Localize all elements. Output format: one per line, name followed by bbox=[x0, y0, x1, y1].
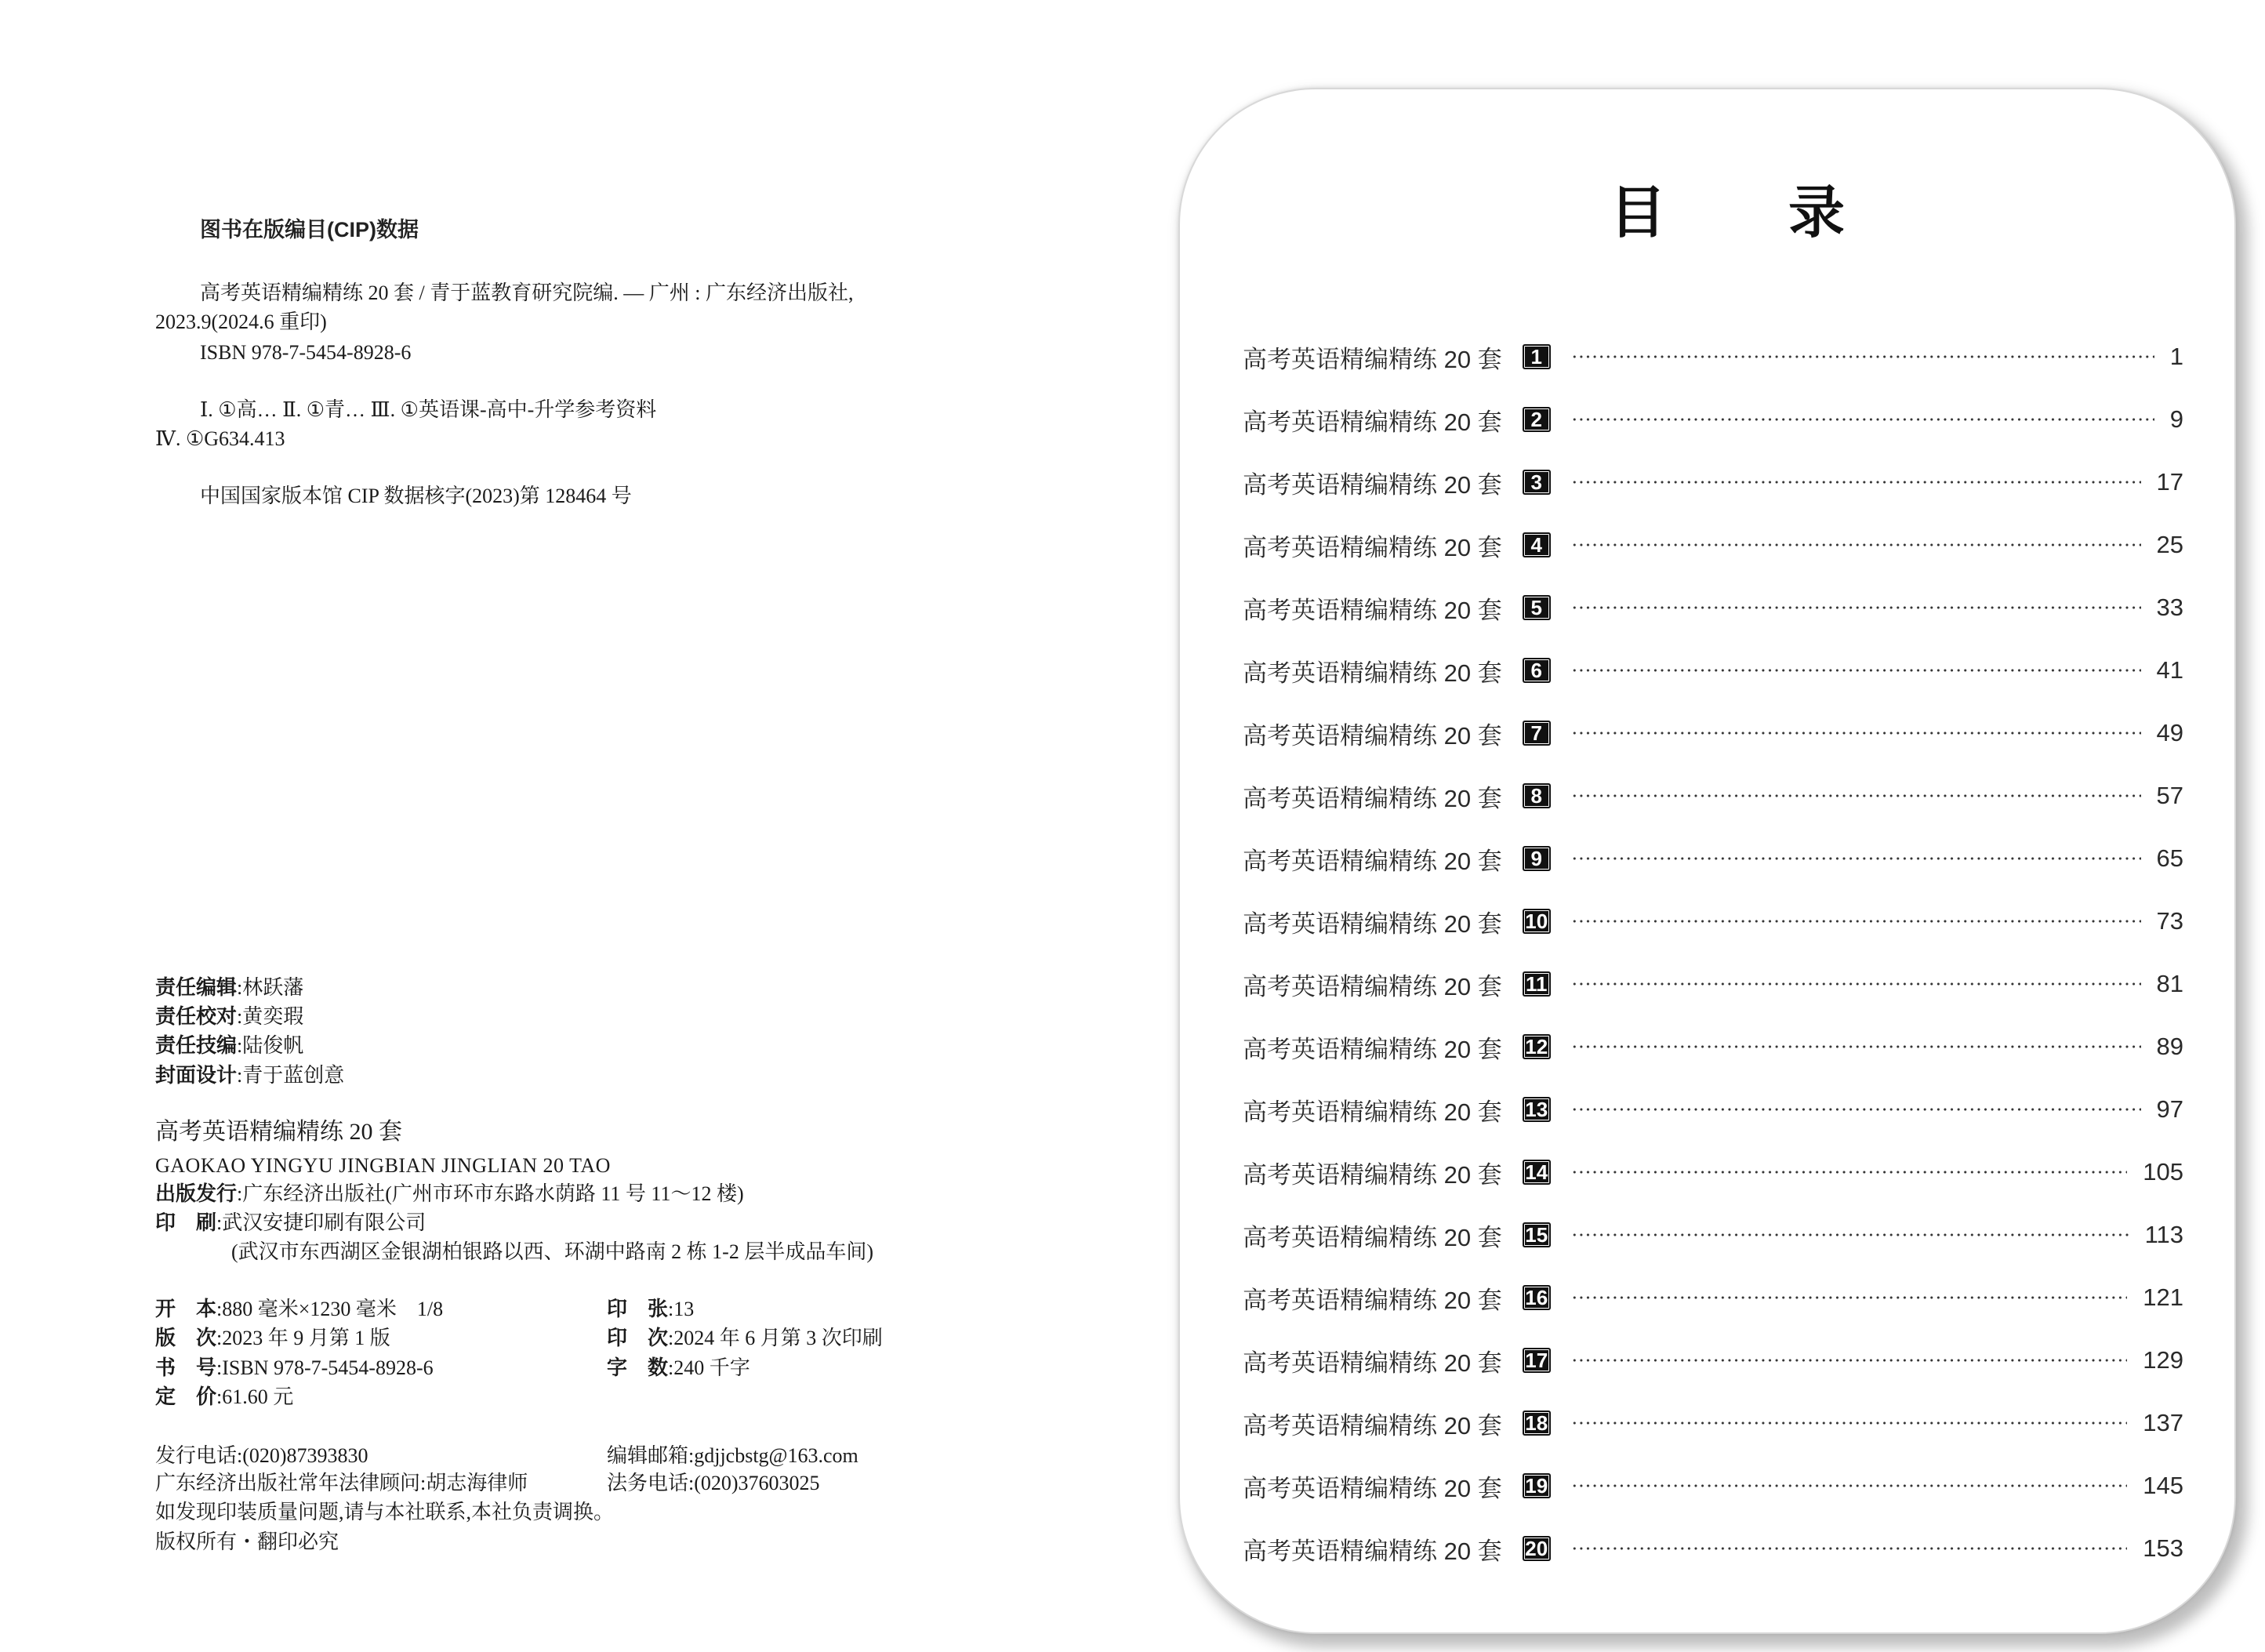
toc-page-number: 129 bbox=[2143, 1346, 2183, 1374]
editor-email: 编辑邮箱:gdjjcbstg@163.com bbox=[607, 1444, 858, 1467]
toc-entry bbox=[1243, 827, 2183, 890]
toc-page-number: 57 bbox=[2156, 782, 2183, 809]
cip-heading: 图书在版编目(CIP)数据 bbox=[200, 218, 419, 241]
dot-leader bbox=[1571, 1170, 2128, 1175]
toc-page-number: 49 bbox=[2156, 719, 2183, 746]
credit-proofreader bbox=[155, 1002, 303, 1031]
set-number-badge: 14 bbox=[1523, 1160, 1551, 1185]
toc-entry-title: 高考英语精编精练 20 套 bbox=[1243, 596, 1502, 624]
toc-entry bbox=[1243, 890, 2183, 953]
printer-label: 印 刷 bbox=[155, 1211, 217, 1234]
toc-page-number: 1 bbox=[2169, 343, 2183, 370]
credit-cover-design bbox=[155, 1061, 344, 1090]
book-title: 高考英语精编精练 20 套 bbox=[155, 1119, 402, 1145]
cip-isbn-line: ISBN 978-7-5454-8928-6 bbox=[200, 341, 412, 364]
cip-date-line: 2023.9(2024.6 重印) bbox=[155, 310, 327, 333]
quality-notice: 如发现印装质量问题,请与本社联系,本社负责调换。 bbox=[155, 1501, 615, 1523]
legal-phone: 法务电话:(020)37603025 bbox=[607, 1472, 820, 1494]
spec-label: 版 次 bbox=[155, 1326, 217, 1349]
credit-value: :青于蓝创意 bbox=[237, 1064, 345, 1087]
set-number-badge: 2 bbox=[1523, 407, 1551, 432]
set-number-badge: 16 bbox=[1523, 1285, 1551, 1310]
dot-leader bbox=[1571, 1421, 2128, 1425]
toc-page-number: 81 bbox=[2156, 970, 2183, 997]
toc-entry bbox=[1243, 451, 2183, 514]
dot-leader bbox=[1571, 543, 2141, 547]
toc-page-number: 137 bbox=[2143, 1409, 2183, 1436]
copyright-page bbox=[0, 0, 1129, 1652]
toc-entry bbox=[1243, 576, 2183, 639]
toc-entry-title: 高考英语精编精练 20 套 bbox=[1243, 1160, 1502, 1189]
copyright-notice: 版权所有・翻印必究 bbox=[155, 1530, 339, 1553]
toc-page-number: 41 bbox=[2156, 656, 2183, 684]
spec-value: :240 千字 bbox=[668, 1356, 750, 1379]
set-number-badge: 5 bbox=[1523, 595, 1551, 620]
set-number-badge: 18 bbox=[1523, 1411, 1551, 1436]
printer-value: :武汉安捷印刷有限公司 bbox=[216, 1211, 427, 1234]
toc-entry bbox=[1243, 764, 2183, 827]
toc-page-number: 153 bbox=[2143, 1534, 2183, 1562]
toc-entry bbox=[1243, 514, 2183, 576]
spec-format bbox=[155, 1294, 443, 1323]
toc-entry bbox=[1243, 325, 2183, 388]
credit-label: 责任校对 bbox=[155, 1004, 238, 1028]
spec-value: :2023 年 9 月第 1 版 bbox=[216, 1327, 390, 1349]
dot-leader bbox=[1571, 1107, 2141, 1112]
toc-entry-title: 高考英语精编精练 20 套 bbox=[1243, 470, 1502, 499]
spec-price bbox=[155, 1382, 293, 1411]
legal-counsel: 广东经济出版社常年法律顾问:胡志海律师 bbox=[155, 1472, 528, 1494]
dot-leader bbox=[1571, 1233, 2129, 1237]
toc-page-number: 73 bbox=[2156, 907, 2183, 935]
toc-entry bbox=[1243, 702, 2183, 764]
toc-entry-title: 高考英语精编精练 20 套 bbox=[1243, 721, 1502, 750]
toc-page-number: 113 bbox=[2144, 1221, 2183, 1248]
toc-entry-title: 高考英语精编精练 20 套 bbox=[1243, 1411, 1502, 1440]
toc-page-number: 17 bbox=[2156, 468, 2183, 496]
toc-title: 目录 bbox=[1610, 180, 1968, 245]
toc-entry bbox=[1243, 1454, 2183, 1517]
book-title-pinyin: GAOKAO YINGYU JINGBIAN JINGLIAN 20 TAO bbox=[155, 1154, 611, 1177]
toc-page-number: 105 bbox=[2143, 1158, 2183, 1185]
toc-page-number: 97 bbox=[2156, 1095, 2183, 1123]
printer-address: (武汉市东西湖区金银湖柏银路以西、环湖中路南 2 栋 1-2 层半成品车间) bbox=[231, 1240, 873, 1263]
spec-value: :ISBN 978-7-5454-8928-6 bbox=[216, 1356, 434, 1379]
publisher-line bbox=[155, 1179, 744, 1208]
toc-entry bbox=[1243, 953, 2183, 1015]
set-number-badge: 13 bbox=[1523, 1097, 1551, 1122]
set-number-badge: 20 bbox=[1523, 1536, 1551, 1561]
dot-leader bbox=[1571, 354, 2154, 359]
spec-edition bbox=[155, 1323, 390, 1352]
toc-entry bbox=[1243, 1015, 2183, 1078]
toc-entry-title: 高考英语精编精练 20 套 bbox=[1243, 910, 1502, 938]
toc-entry-title: 高考英语精编精练 20 套 bbox=[1243, 1286, 1502, 1314]
spec-value: :61.60 元 bbox=[216, 1385, 294, 1408]
spec-label: 印 次 bbox=[607, 1326, 669, 1349]
toc-entry-title: 高考英语精编精练 20 套 bbox=[1243, 972, 1502, 1000]
toc-page-number: 89 bbox=[2156, 1033, 2183, 1060]
set-number-badge: 1 bbox=[1523, 344, 1551, 369]
cip-subject-line: Ⅰ. ①高… Ⅱ. ①青… Ⅲ. ①英语课-高中-升学参考资料 bbox=[200, 398, 657, 421]
toc-page-number: 9 bbox=[2169, 405, 2183, 433]
set-number-badge: 4 bbox=[1523, 532, 1551, 557]
set-number-badge: 3 bbox=[1523, 470, 1551, 495]
dot-leader bbox=[1571, 1358, 2128, 1363]
toc-entry-title: 高考英语精编精练 20 套 bbox=[1243, 784, 1502, 812]
toc-entry-title: 高考英语精编精练 20 套 bbox=[1243, 533, 1502, 561]
publisher-label: 出版发行 bbox=[155, 1182, 238, 1205]
credit-label: 封面设计 bbox=[155, 1063, 238, 1087]
set-number-badge: 17 bbox=[1523, 1348, 1551, 1373]
credit-editor bbox=[155, 973, 303, 1002]
spec-value: :2024 年 6 月第 3 次印刷 bbox=[668, 1327, 883, 1349]
toc-list bbox=[1243, 325, 2183, 1580]
toc-entry-title: 高考英语精编精练 20 套 bbox=[1243, 847, 1502, 875]
set-number-badge: 6 bbox=[1523, 658, 1551, 683]
toc-entry-title: 高考英语精编精练 20 套 bbox=[1243, 1098, 1502, 1126]
sales-phone: 发行电话:(020)87393830 bbox=[155, 1444, 368, 1467]
toc-entry-title: 高考英语精编精练 20 套 bbox=[1243, 345, 1502, 373]
dot-leader bbox=[1571, 982, 2141, 986]
toc-entry bbox=[1243, 1517, 2183, 1580]
set-number-badge: 9 bbox=[1523, 846, 1551, 871]
toc-page-number: 65 bbox=[2156, 844, 2183, 872]
spec-label: 定 价 bbox=[155, 1385, 217, 1408]
spec-value: :880 毫米×1230 毫米 1/8 bbox=[216, 1298, 444, 1320]
toc-entry bbox=[1243, 1141, 2183, 1204]
dot-leader bbox=[1571, 731, 2141, 735]
dot-leader bbox=[1571, 856, 2141, 861]
dot-leader bbox=[1571, 1546, 2128, 1551]
cip-record-number: 中国国家版本馆 CIP 数据核字(2023)第 128464 号 bbox=[200, 485, 632, 507]
spec-printing bbox=[607, 1323, 883, 1352]
set-number-badge: 8 bbox=[1523, 783, 1551, 808]
credit-label: 责任编辑 bbox=[155, 975, 238, 999]
toc-entry bbox=[1243, 639, 2183, 702]
dot-leader bbox=[1571, 605, 2141, 610]
toc-page-number: 121 bbox=[2143, 1283, 2183, 1311]
spec-label: 书 号 bbox=[155, 1356, 217, 1379]
credit-label: 责任技编 bbox=[155, 1033, 238, 1057]
toc-page-number: 25 bbox=[2156, 531, 2183, 558]
dot-leader bbox=[1571, 793, 2141, 798]
spec-label: 印 张 bbox=[607, 1297, 669, 1320]
dot-leader bbox=[1571, 668, 2141, 673]
set-number-badge: 7 bbox=[1523, 721, 1551, 746]
credit-value: :黄奕瑕 bbox=[237, 1005, 304, 1028]
spec-isbn bbox=[155, 1353, 434, 1382]
spec-value: :13 bbox=[668, 1298, 695, 1320]
cip-classification-line: Ⅳ. ①G634.413 bbox=[155, 427, 285, 450]
spec-word-count bbox=[607, 1353, 750, 1382]
toc-entry bbox=[1243, 1266, 2183, 1329]
credit-value: :林跃藩 bbox=[237, 976, 304, 999]
set-number-badge: 19 bbox=[1523, 1473, 1551, 1498]
credit-value: :陆俊帆 bbox=[237, 1034, 304, 1057]
toc-entry-title: 高考英语精编精练 20 套 bbox=[1243, 1474, 1502, 1502]
printer-line bbox=[155, 1208, 426, 1237]
set-number-badge: 12 bbox=[1523, 1034, 1551, 1059]
dot-leader bbox=[1571, 480, 2141, 485]
cip-bibliographic-line: 高考英语精编精练 20 套 / 青于蓝教育研究院编. — 广州 : 广东经济出版社, bbox=[200, 281, 854, 304]
toc-entry bbox=[1243, 1329, 2183, 1392]
toc-entry bbox=[1243, 1392, 2183, 1454]
set-number-badge: 11 bbox=[1523, 971, 1551, 997]
dot-leader bbox=[1571, 1295, 2128, 1300]
toc-page-number: 145 bbox=[2143, 1472, 2183, 1499]
spec-label: 开 本 bbox=[155, 1297, 217, 1320]
toc-entry bbox=[1243, 388, 2183, 451]
toc-entry-title: 高考英语精编精练 20 套 bbox=[1243, 1035, 1502, 1063]
toc-entry-title: 高考英语精编精练 20 套 bbox=[1243, 1223, 1502, 1251]
dot-leader bbox=[1571, 1483, 2128, 1488]
spec-sheets bbox=[607, 1294, 694, 1323]
toc-entry-title: 高考英语精编精练 20 套 bbox=[1243, 659, 1502, 687]
toc-entry-title: 高考英语精编精练 20 套 bbox=[1243, 408, 1502, 436]
dot-leader bbox=[1571, 919, 2141, 924]
set-number-badge: 15 bbox=[1523, 1222, 1551, 1247]
credit-technical-editor bbox=[155, 1031, 303, 1060]
publisher-value: :广东经济出版社(广州市环市东路水荫路 11 号 11～12 楼) bbox=[237, 1182, 744, 1205]
toc-entry-title: 高考英语精编精练 20 套 bbox=[1243, 1537, 1502, 1565]
dot-leader bbox=[1571, 1044, 2141, 1049]
toc-entry-title: 高考英语精编精练 20 套 bbox=[1243, 1349, 1502, 1377]
set-number-badge: 10 bbox=[1523, 909, 1551, 934]
dot-leader bbox=[1571, 417, 2154, 422]
spec-label: 字 数 bbox=[607, 1356, 669, 1379]
toc-page-number: 33 bbox=[2156, 594, 2183, 621]
toc-entry bbox=[1243, 1078, 2183, 1141]
toc-entry bbox=[1243, 1204, 2183, 1266]
toc-page bbox=[1178, 88, 2236, 1634]
